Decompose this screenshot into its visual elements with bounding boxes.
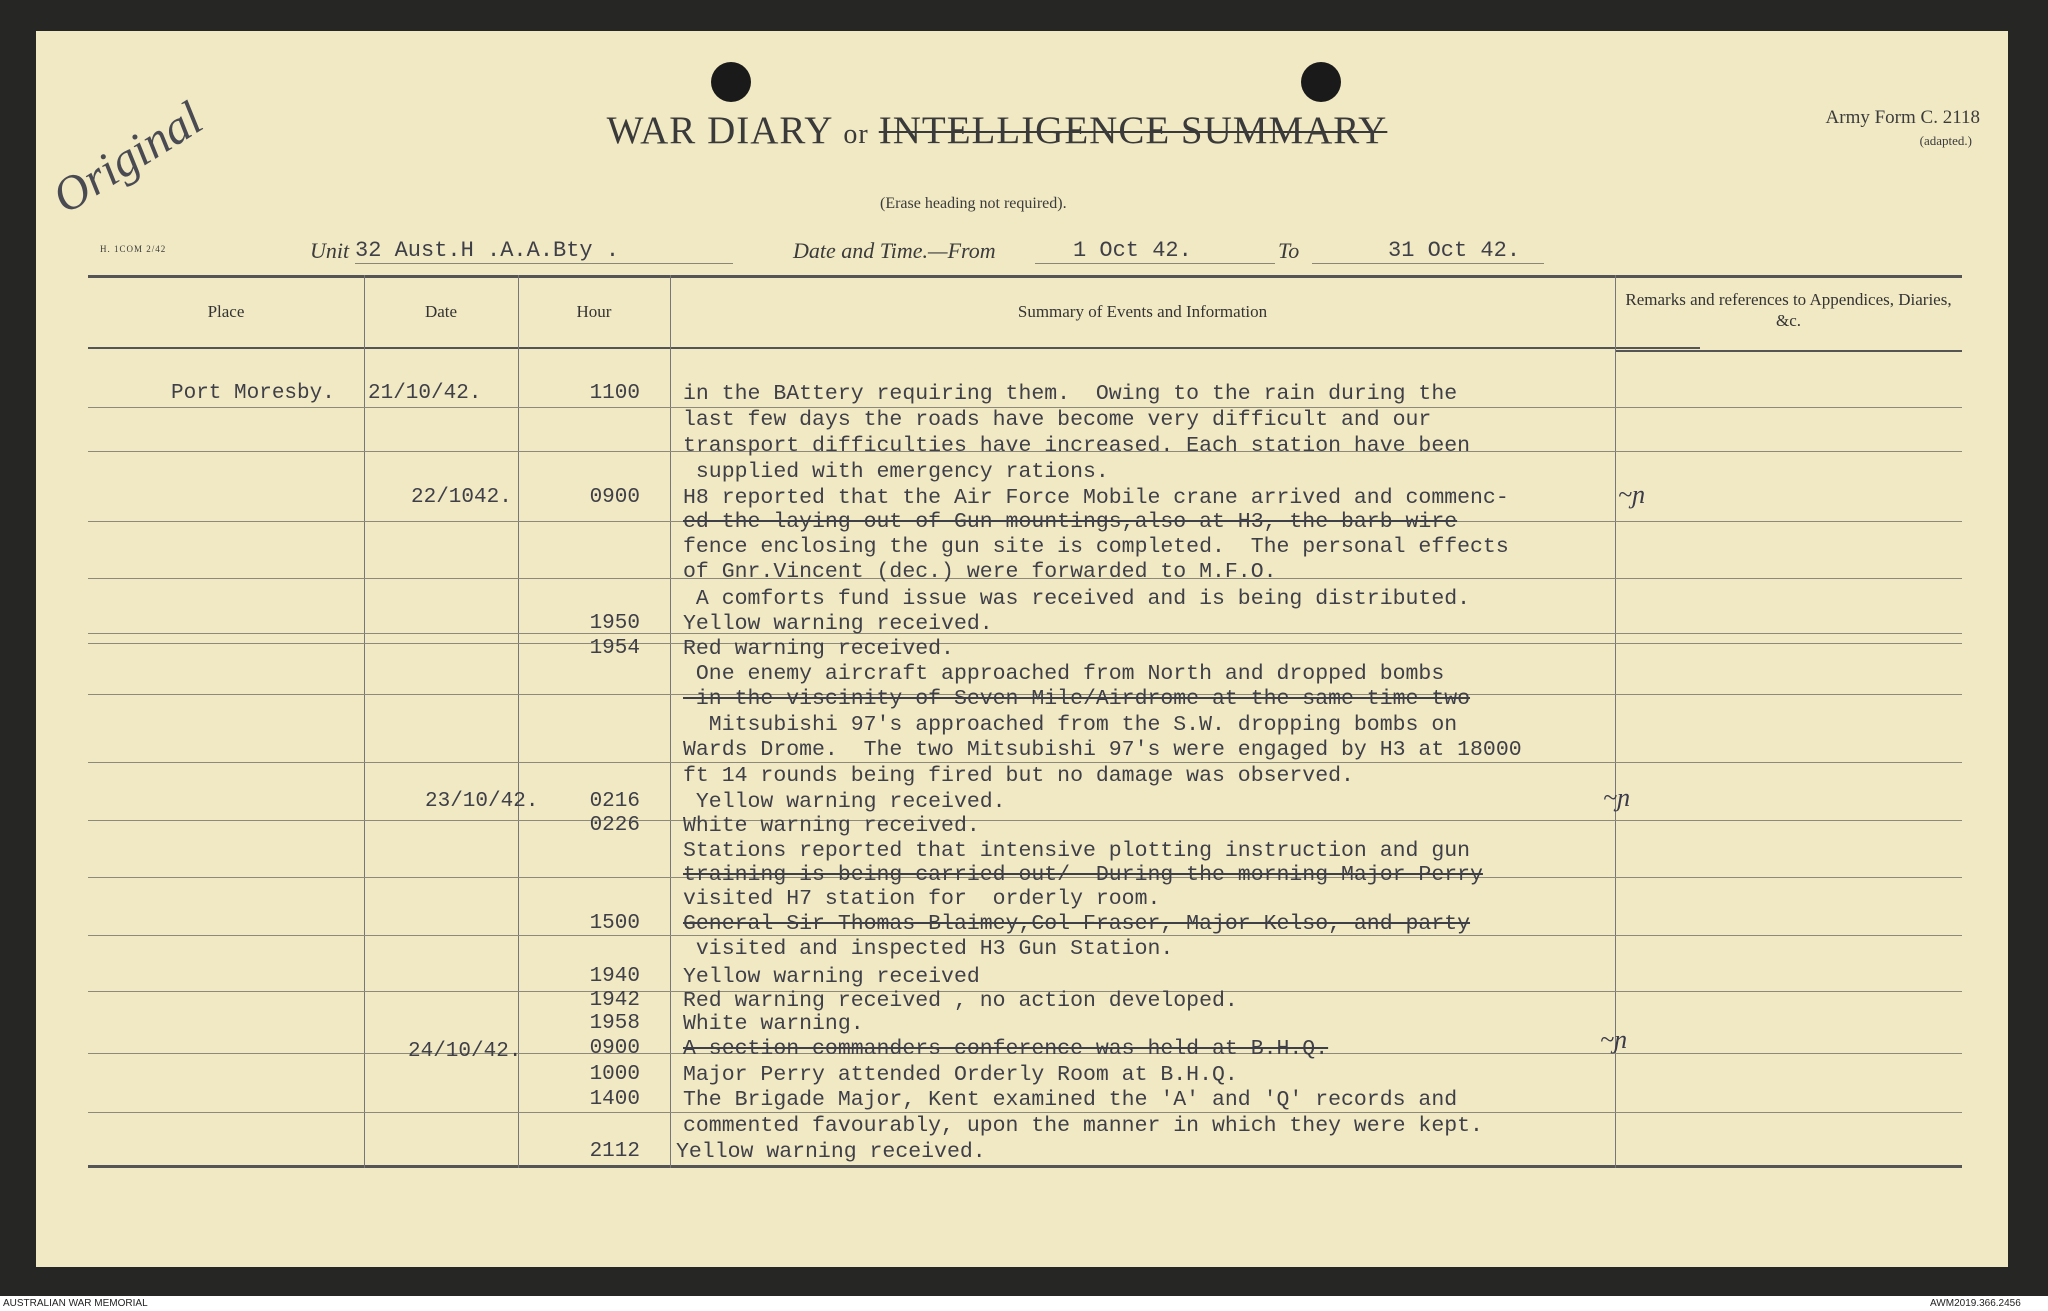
summary-line: supplied with emergency rations.	[683, 460, 1109, 484]
summary-line: Stations reported that intensive plotting instruction and gun	[683, 839, 1471, 863]
summary-line: transport difficulties have increased. Each station have been	[683, 434, 1471, 458]
summary-line: General Sir Thomas Blaimey,Col Fraser, Major Kelso, and party	[683, 912, 1471, 936]
form-code: H. 1COM 2/42	[100, 244, 167, 254]
entry-hour: 1954	[589, 637, 640, 660]
summary-line: ed the laying out of Gun mountings,also at H3, the barb wire	[683, 510, 1458, 534]
summary-line: in the viscinity of Seven Mile/Airdrome at the same time two	[683, 687, 1471, 711]
summary-line: Major Perry attended Orderly Room at B.H.Q.	[683, 1063, 1238, 1087]
row-line	[88, 643, 1962, 644]
to-value: 31 Oct 42.	[1388, 238, 1521, 263]
table-top-rule	[88, 275, 1962, 278]
row-line	[88, 633, 1962, 634]
entry-hour: 2112	[589, 1140, 640, 1163]
table-bottom-rule	[88, 1165, 1962, 1168]
entry-hour: 0900	[589, 486, 640, 509]
summary-line: Yellow warning received.	[683, 790, 1006, 814]
summary-line: of Gnr.Vincent (dec.) were forwarded to M.F.O.	[683, 560, 1277, 584]
summary-line: fence enclosing the gun site is completed. The personal effects	[683, 535, 1509, 559]
entry-hour: 0226	[589, 814, 640, 837]
col-divider	[518, 275, 519, 1168]
unit-underline	[355, 263, 733, 264]
title-intelligence-summary: INTELLIGENCE SUMMARY	[878, 109, 1388, 152]
summary-line: commented favourably, upon the manner in which they were kept.	[683, 1114, 1483, 1138]
summary-line: The Brigade Major, Kent examined the 'A' and 'Q' records and	[683, 1088, 1458, 1112]
summary-line: in the BAttery requiring them. Owing to the rain during the	[683, 382, 1458, 406]
entry-hour: 1940	[589, 965, 640, 988]
summary-line: A comforts fund issue was received and is being distributed.	[683, 587, 1471, 611]
entry-hour: 1000	[589, 1063, 640, 1086]
place-port-moresby: Port Moresby.	[171, 382, 335, 405]
unit-label: Unit	[310, 238, 350, 263]
form-title	[547, 108, 1447, 153]
punch-hole	[711, 62, 751, 102]
to-underline	[1312, 263, 1544, 264]
summary-line: White warning received.	[683, 814, 980, 838]
from-value: 1 Oct 42.	[1073, 238, 1192, 263]
summary-line: White warning.	[683, 1012, 864, 1036]
army-form-ref: Army Form C. 2118	[1825, 107, 1980, 128]
to-label: To	[1278, 238, 1300, 263]
summary-line: Mitsubishi 97's approached from the S.W. dropping bombs on	[683, 713, 1458, 737]
summary-line: H8 reported that the Air Force Mobile crane arrived and commenc-	[683, 486, 1509, 510]
date-time-label: Date and Time.—From	[793, 238, 996, 263]
entry-hour: 1942	[589, 989, 640, 1012]
entry-date: 21/10/42.	[368, 382, 482, 405]
summary-line: Red warning received.	[683, 637, 954, 661]
entry-hour: 1100	[589, 382, 640, 405]
summary-line: Wards Drome. The two Mitsubishi 97's were engaged by H3 at 18000	[683, 738, 1522, 762]
handwritten-original-mark: Original	[43, 91, 212, 225]
entry-date: 22/1042.	[411, 486, 512, 509]
summary-line: Yellow warning received.	[683, 612, 993, 636]
row-line	[88, 1112, 1962, 1113]
entry-hour: 1950	[589, 612, 640, 635]
initials-mark: ~ɲ	[1618, 480, 1646, 509]
punch-hole	[1301, 62, 1341, 102]
summary-line: Red warning received , no action developed.	[683, 989, 1238, 1013]
col-divider	[670, 275, 671, 1168]
summary-line: A section commanders conference was held at B.H.Q.	[683, 1037, 1329, 1061]
title-or: or	[843, 119, 869, 150]
army-form-sub: (adapted.)	[1919, 133, 1972, 148]
from-underline	[1035, 263, 1275, 264]
entry-date: 24/10/42.	[408, 1040, 522, 1063]
col-header-place: Place	[207, 302, 245, 321]
col-divider	[364, 275, 365, 1168]
title-war-diary: WAR DIARY	[606, 109, 834, 152]
entry-hour: 0900	[589, 1037, 640, 1060]
entry-hour: 1958	[589, 1012, 640, 1035]
row-line	[88, 762, 1962, 763]
summary-line: One enemy aircraft approached from North and dropped bombs	[683, 662, 1445, 686]
diary-table	[88, 275, 1962, 1168]
summary-line: last few days the roads have become very difficult and our	[683, 408, 1432, 432]
header-rule-remarks	[1615, 350, 1962, 352]
initials-mark: ~ɲ	[1600, 1025, 1628, 1054]
entry-hour: 1500	[589, 912, 640, 935]
summary-line: Yellow warning received	[683, 965, 980, 989]
entry-hour: 1400	[589, 1088, 640, 1111]
col-header-hour: Hour	[576, 302, 612, 321]
col-header-date: Date	[424, 302, 458, 321]
unit-value: 32 Aust.H .A.A.Bty .	[355, 238, 620, 263]
entry-hour: 0216	[589, 790, 640, 813]
summary-line: visited H7 station for orderly room.	[683, 887, 1161, 911]
summary-line: ft 14 rounds being fired but no damage was observed.	[683, 764, 1354, 788]
erase-note: (Erase heading not required).	[880, 195, 1067, 212]
footer-credit: AUSTRALIAN WAR MEMORIAL	[3, 1298, 148, 1309]
col-header-remarks: Remarks and references to Appendices, Diaries, &c.	[1625, 290, 1952, 330]
initials-mark: ~ɲ	[1603, 783, 1631, 812]
entry-date: 23/10/42.	[425, 790, 539, 813]
col-header-summary: Summary of Events and Information	[1017, 302, 1268, 321]
summary-line: training is being carried out/ During the morning Major Perry	[683, 863, 1483, 887]
footer-accession: AWM2019.366.2456	[1930, 1298, 2021, 1309]
row-line	[88, 820, 1962, 821]
summary-line: visited and inspected H3 Gun Station.	[683, 937, 1174, 961]
summary-line: Yellow warning received.	[676, 1140, 986, 1164]
header-rule	[88, 347, 1700, 349]
